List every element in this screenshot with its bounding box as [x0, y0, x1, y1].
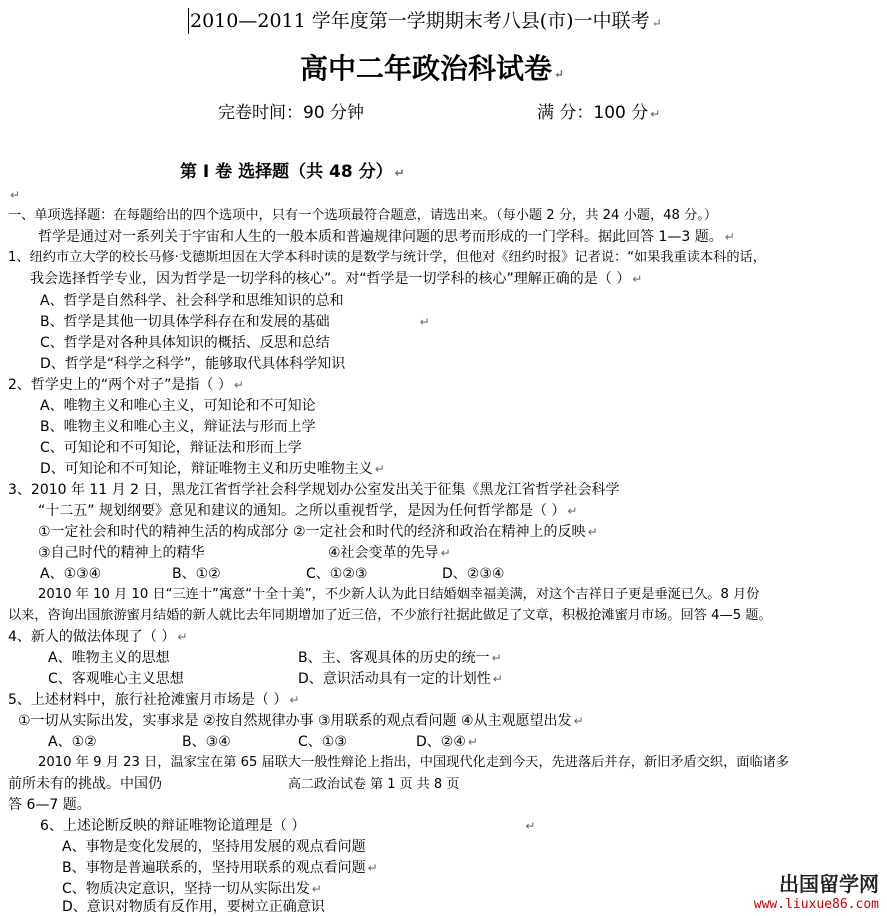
q3-option-c: C、①②③: [306, 566, 368, 582]
q2-option-a: A、唯物主义和唯心主义，可知论和不可知论: [40, 398, 316, 414]
q4-stem: 4、新人的做法体现了（ ） ↵: [8, 629, 188, 645]
watermark-brand: 出国留学网: [779, 872, 879, 896]
empty-paragraph: ↵: [10, 188, 21, 202]
subject-title: 高中二年政治科试卷 ↵: [300, 52, 565, 85]
q6-option-a: A、事物是变化发展的，坚持用发展的观点看问题: [62, 839, 366, 855]
q5-option-c: C、①③: [298, 734, 347, 750]
time-label: 完卷时间：90 分钟: [218, 103, 365, 123]
q4-option-c: C、客观唯心主义思想: [48, 671, 184, 687]
material-2-line1: 2010 年 10 月 10 日“三连十”寓意“十全十美”，不少新人认为此日结婚姻幸福美满，对这个吉祥日子更是垂涎已久。8 月份: [38, 587, 760, 602]
q6-option-b: B、事物是普遍联系的，坚持用联系的观点看问题 ↵: [62, 860, 378, 876]
q1-option-b: B、哲学是其他一切具体学科存在和发展的基础 ↵: [40, 314, 430, 330]
q2-option-c: C、可知论和不可知论，辩证法和形而上学: [40, 440, 302, 456]
q6-option-c: C、物质决定意识，坚持一切从实际出发 ↵: [62, 881, 322, 897]
material-2-line2: 以来，咨询出国旅游蜜月结婚的新人就比去年同期增加了近三倍，不少旅行社据此做足了文章，积极抢滩蜜月市场。回答 4—5 题。: [8, 608, 772, 623]
q5-stem: 5、上述材料中，旅行社抢滩蜜月市场是（ ） ↵: [8, 692, 300, 708]
material-3-line3: 答 6—7 题。: [8, 797, 91, 813]
q3-statement-4: ④社会变革的先导 ↵: [328, 545, 451, 561]
q6-stem: 6、上述论断反映的辩证唯物论道理是（ ） ↵: [40, 818, 536, 834]
q1-option-d: D、哲学是“科学之科学”，能够取代具体科学知识: [40, 356, 346, 372]
page-footer: 高二政治试卷 第 1 页 共 8 页: [288, 777, 460, 792]
q6-option-d: D、意识对物质有反作用，要树立正确意识: [62, 899, 325, 915]
score-label: 满 分：100 分 ↵: [537, 103, 661, 123]
q4-option-d: D、意识活动具有一定的计划性 ↵: [298, 671, 503, 687]
q4-option-b: B、主、客观具体的历史的统一 ↵: [298, 650, 502, 666]
q3-option-b: B、①②: [172, 566, 221, 582]
material-3-line2: 前所未有的挑战。中国仍: [8, 776, 162, 792]
q1-option-c: C、哲学是对各种具体知识的概括、反思和总结: [40, 335, 330, 351]
q3-statement-3: ③自己时代的精神上的精华: [38, 545, 205, 561]
material-1: 哲学是通过对一系列关于宇宙和人生的一般本质和普遍规律问题的思考而形成的一门学科。据此回答 1—3 题。 ↵: [38, 229, 735, 245]
q1-stem-line2: 我会选择哲学专业，因为哲学是一切学科的核心”。对“哲学是一切学科的核心”理解正确的是（ ） ↵: [30, 271, 643, 287]
q5-statements: ①一切从实际出发，实事求是 ②按自然规律办事 ③用联系的观点看问题 ④从主观愿望出发 ↵: [18, 713, 584, 729]
q1-stem-line1: 1、纽约市立大学的校长马修·戈德斯坦因在大学本科时读的是数学与统计学，但他对《纽约时报》记者说：“如果我重读本科的话，: [8, 250, 766, 265]
q3-option-a: A、①③④: [40, 566, 102, 582]
watermark: [754, 868, 879, 912]
part1-instruction: 一、单项选择题：在每题给出的四个选项中，只有一个选项最符合题意，请选出来。（每小题 2 分，共 24 小题，48 分。）: [8, 208, 718, 223]
q2-stem: 2、哲学史上的“两个对子”是指（ ） ↵: [8, 377, 244, 393]
q3-statement-1-2: ①一定社会和时代的精神生活的构成部分 ②一定社会和时代的经济和政治在精神上的反映 ↵: [38, 524, 598, 540]
q3-option-d: D、②③④: [442, 566, 505, 582]
watermark-url: www.liuxue86.com: [753, 897, 879, 912]
q3-stem-line1: 3、2010 年 11 月 2 日，黑龙江省哲学社会科学规划办公室发出关于征集《黑龙江省哲学社会科学: [8, 482, 620, 498]
q5-option-d: D、②④ ↵: [416, 734, 478, 750]
q2-option-d: D、可知论和不可知论，辩证唯物主义和历史唯物主义 ↵: [40, 461, 385, 477]
material-3-line1: 2010 年 9 月 23 日，温家宝在第 65 届联大一般性辩论上指出，中国现代化走到今天，先进落后并存，新旧矛盾交织，面临诸多: [38, 755, 790, 770]
q2-option-b: B、唯物主义和唯心主义，辩证法与形而上学: [40, 419, 316, 435]
q5-option-a: A、①②: [48, 734, 97, 750]
section-title: 第 I 卷 选择题（共 48 分） ↵: [180, 162, 405, 182]
text-cursor: [188, 8, 189, 34]
q5-option-b: B、③④: [182, 734, 231, 750]
q1-option-a: A、哲学是自然科学、社会科学和思维知识的总和: [40, 293, 344, 309]
q4-option-a: A、唯物主义的思想: [48, 650, 170, 666]
q3-stem-line2: “十二五” 规划纲要》意见和建议的通知。之所以重视哲学，是因为任何哲学都是（ ） ↵: [38, 503, 578, 519]
exam-title: 2010—2011 学年度第一学期期末考八县(市)一中联考 ↵: [190, 10, 662, 32]
